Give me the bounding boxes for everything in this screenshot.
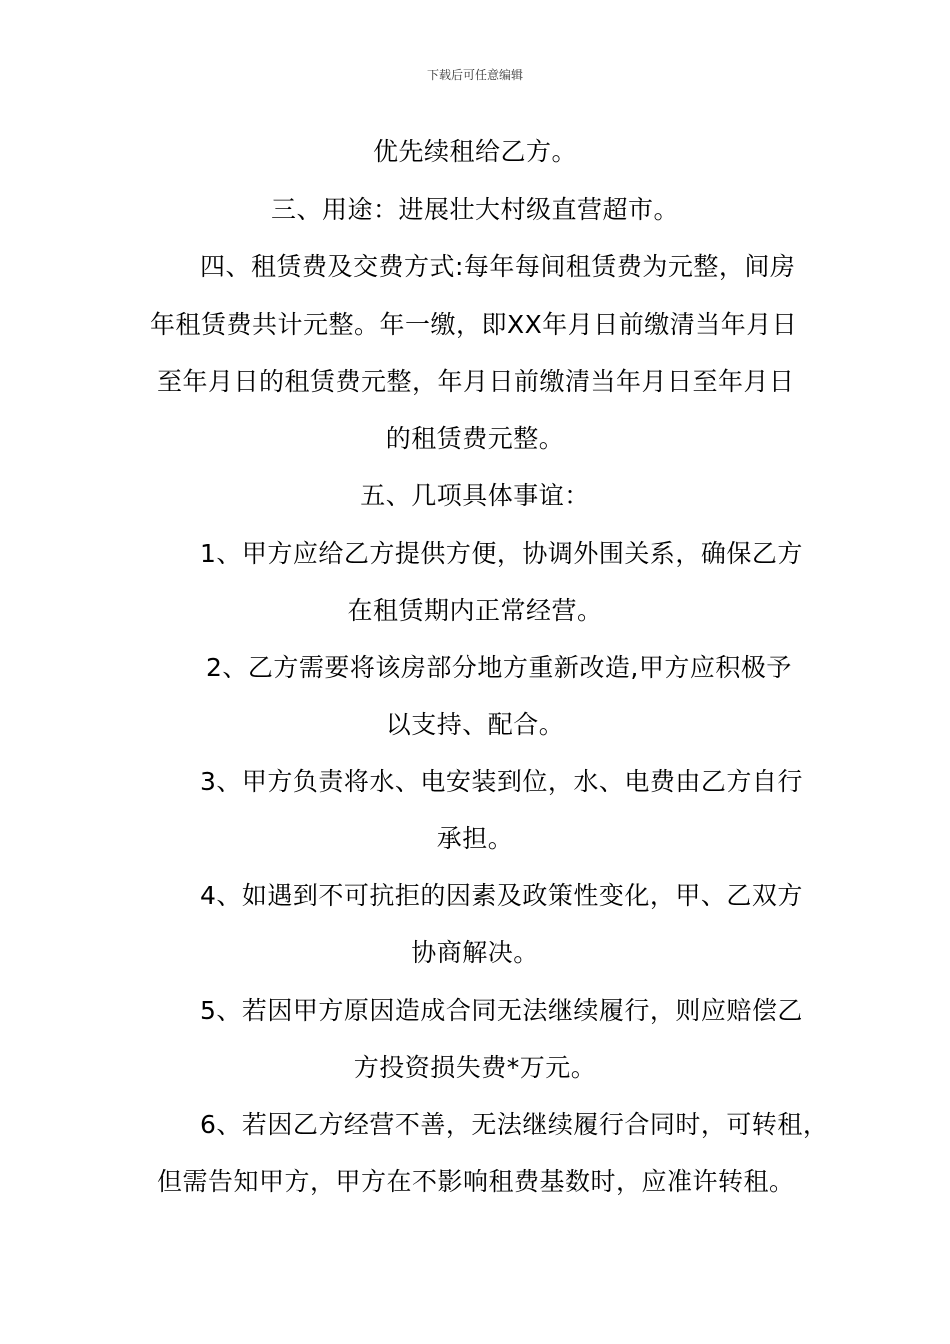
- text-line: 5、若因甲方原因造成合同无法继续履行，则应赔偿乙: [200, 996, 803, 1025]
- text-line: 年租赁费共计元整。年一缴，即XX年月日前缴清当年月日: [150, 310, 798, 339]
- text-line: 3、甲方负责将水、电安装到位，水、电费由乙方自行: [200, 767, 803, 796]
- text-line: 四、租赁费及交费方式:每年每间租赁费为元整，间房: [200, 252, 796, 281]
- page-header-watermark: 下载后可任意编辑: [426, 68, 523, 82]
- text-line: 优先续租给乙方。: [372, 137, 577, 166]
- text-line: 以支持、配合。: [385, 710, 565, 739]
- text-line: 6、若因乙方经营不善，无法继续履行合同时，可转租，: [200, 1110, 829, 1139]
- text-line: 但需告知甲方，甲方在不影响租费基数时，应准许转租。: [157, 1167, 795, 1196]
- text-line: 4、如遇到不可抗拒的因素及政策性变化，甲、乙双方: [200, 881, 803, 910]
- text-line: 承担。: [436, 824, 514, 853]
- text-line: 五、几项具体事谊：: [360, 481, 590, 510]
- text-line: 协商解决。: [411, 938, 539, 967]
- text-line: 方投资损失费*万元。: [353, 1053, 597, 1082]
- text-line: 至年月日的租赁费元整，年月日前缴清当年月日至年月日: [157, 367, 795, 396]
- text-line: 2、乙方需要将该房部分地方重新改造,甲方应积极予: [206, 653, 792, 682]
- text-line: 在租赁期内正常经营。: [347, 596, 603, 625]
- text-line: 三、用途：进展壮大村级直营超市。: [270, 195, 679, 224]
- text-line: 1、甲方应给乙方提供方便，协调外围关系，确保乙方: [200, 539, 803, 568]
- text-line: 的租赁费元整。: [385, 424, 565, 453]
